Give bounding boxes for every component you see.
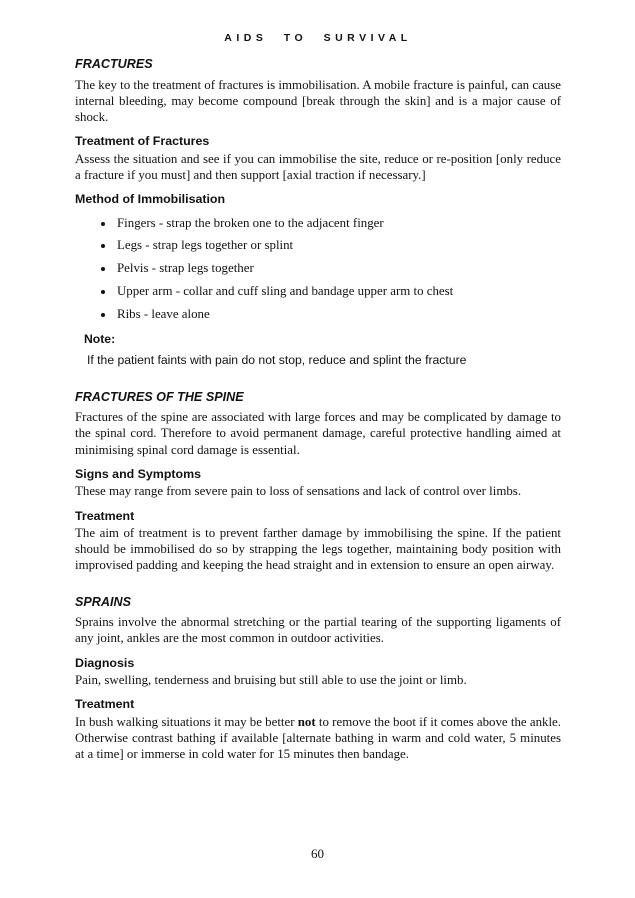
spine-treatment-heading: Treatment (75, 508, 135, 523)
sprains-treatment-paragraph (75, 714, 561, 763)
section-fractures-of-the-spine (75, 389, 561, 574)
spine-treatment-paragraph: The aim of treatment is to prevent farther damage by immobilising the spine. If the patient should be immobilised do so by strapping the legs together, maintaining body position with improvised padding and keeping the head straight and in extension to ensure an open airway. (75, 525, 561, 573)
treatment-of-fractures-heading: Treatment of Fractures (75, 134, 210, 149)
fractures-title: FRACTURES (75, 57, 153, 72)
bullet-legs: • Legs - strap legs together or splint (115, 237, 561, 253)
bullet-upper-arm: • Upper arm - collar and cuff sling and bandage upper arm to chest (115, 283, 561, 299)
sprains-intro-paragraph: Sprains involve the abnormal stretching or the partial tearing of the supporting ligaments of any joint, ankles are the most common in outdoor activities. (75, 615, 561, 646)
spine-intro-paragraph: Fractures of the spine are associated with large forces and may be complicated by damage to the spinal cord. Therefore to avoid permanent damage, careful protective handling aimed at minimising spinal cord damage is essential. (75, 410, 561, 457)
sprains-title: SPRAINS (75, 594, 131, 609)
section-sprains (75, 594, 561, 763)
spine-title: FRACTURES OF THE SPINE (75, 389, 244, 404)
sprains-treatment-text-post: to remove the boot if it comes above the ankle. Otherwise contrast bathing if available [alternate bathing in warm and cold water, 5 minutes at a time] or immerse in cold water for 15 minutes then bandage. (75, 714, 561, 762)
method-of-immobilisation-heading: Method of Immobilisation (75, 192, 226, 207)
bullet-fingers: • Fingers - strap the broken one to the adjacent finger (115, 215, 561, 231)
treatment-of-fractures-paragraph: Assess the situation and see if you can immobilise the site, reduce or re-position [only reduce a fracture if you must] and then support [axial traction if necessary.] (75, 151, 561, 183)
page-header-title: AIDS TO SURVIVAL (224, 32, 412, 44)
diagnosis-heading: Diagnosis (75, 655, 135, 670)
sprains-treatment-bold-word: not (297, 714, 316, 729)
note-text: If the patient faints with pain do not stop, reduce and splint the fracture (87, 353, 467, 368)
section-fractures (75, 56, 561, 368)
page-number: 60 (311, 845, 324, 861)
signs-and-symptoms-paragraph: These may range from severe pain to loss of sensations and lack of control over limbs. (75, 484, 522, 499)
note-label: Note: (84, 332, 116, 347)
bullet-ribs: • Ribs - leave alone (115, 306, 561, 322)
sprains-treatment-heading: Treatment (75, 697, 135, 712)
signs-and-symptoms-heading: Signs and Symptoms (75, 466, 201, 481)
immobilisation-bullet-list (75, 215, 561, 322)
sprains-treatment-text-pre: In bush walking situations it may be better (75, 714, 298, 729)
bullet-pelvis: • Pelvis - strap legs together (115, 260, 561, 276)
diagnosis-paragraph: Pain, swelling, tenderness and bruising but still able to use the joint or limb. (75, 672, 467, 687)
fractures-intro-paragraph: The key to the treatment of fractures is immobilisation. A mobile fracture is painful, can cause internal bleeding, may become compound [break through the skin] and is a major cause of shock. (75, 77, 561, 125)
